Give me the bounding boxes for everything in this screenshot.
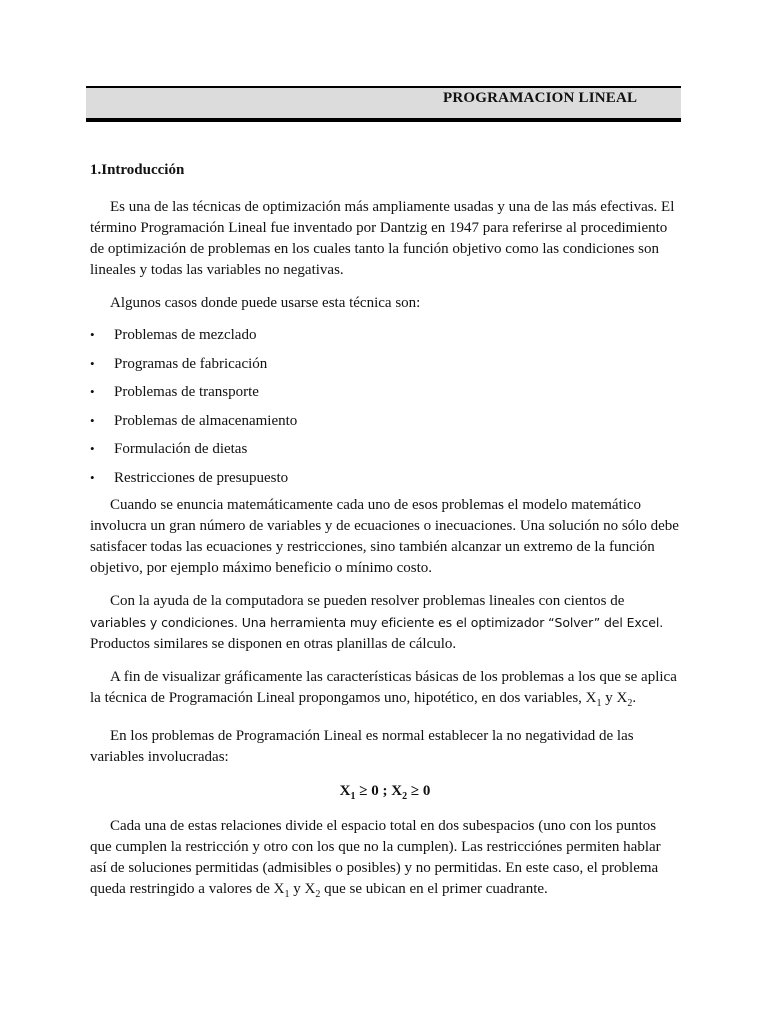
list-item: • Problemas de almacenamiento <box>90 410 680 432</box>
paragraph-graphic: A fin de visualizar gráficamente las características básicas de los problemas a los que se aplica la técnica de Programación Lineal propongamos uno, hipotético, en dos variables, $X_1$ y $X_2$. <box>90 669 677 709</box>
bullet-icon: • <box>90 412 95 428</box>
list-item: • Formulación de dietas <box>90 438 680 460</box>
bullet-icon: • <box>90 355 95 371</box>
paragraph-intro: Es una de las técnicas de optimización más ampliamente usadas y una de las más efectivas. El término Programación Lineal fue inventado por Dantzig en 1947 para referirse al procedimiento de optimización de problemas en los cuales tanto la función objetivo como las condiciones son lineales y todas las variables no negativas. <box>90 199 675 278</box>
list-item: • Restricciones de presupuesto <box>90 467 680 489</box>
list-item: • Problemas de transporte <box>90 381 680 403</box>
paragraph-computer: Con la ayuda de la computadora se pueden resolver problemas lineales con cientos de variables y condiciones. Una herramienta muy eficiente es el optimizador “Solver” del Excel. Productos similares se disponen en otras planillas de cálculo. <box>90 593 664 652</box>
section-title: 1.Introducción <box>90 162 185 178</box>
paragraph-subspaces: Cada una de estas relaciones divide el espacio total en dos subespacios (uno con los puntos que cumplen la restricción y otro con los que no la cumplen). Las restricciónes permiten hablar así de soluciones permitidas (admisibles o posibles) y no permitidas. En este caso, el problema queda restringido a valores de $X_1$ y $X_2$ que se ubican en el primer cuadrante. <box>90 818 661 900</box>
paragraph-model: Cuando se enuncia matemáticamente cada uno de esos problemas el modelo matemático involucra un gran número de variables y de ecuaciones o inecuaciones. Una solución no sólo debe satisfacer todas las ecuaciones y restricciones, sino también alcanzar un extremo de la función objetivo, por ejemplo máximo beneficio o mínimo costo. <box>90 497 679 576</box>
paragraph-cases-lead: Algunos casos donde puede usarse esta técnica son: <box>110 295 421 311</box>
bullet-icon: • <box>90 469 95 485</box>
bullet-icon: • <box>90 441 95 456</box>
document-body <box>90 160 680 917</box>
paragraph-nonnegativity: En los problemas de Programación Lineal es normal establecer la no negatividad de las variables involucradas: <box>90 728 634 765</box>
nonnegativity-formula: $X_1 \ge 0$ ; $X_2 \ge 0$ <box>339 783 431 802</box>
cases-list <box>90 324 680 489</box>
list-item: • Programas de fabricación <box>90 353 680 375</box>
list-item: • Problemas de mezclado <box>90 324 680 346</box>
bullet-icon: • <box>90 384 95 399</box>
page-title: PROGRAMACION LINEAL <box>443 90 638 106</box>
bullet-icon: • <box>90 327 95 342</box>
